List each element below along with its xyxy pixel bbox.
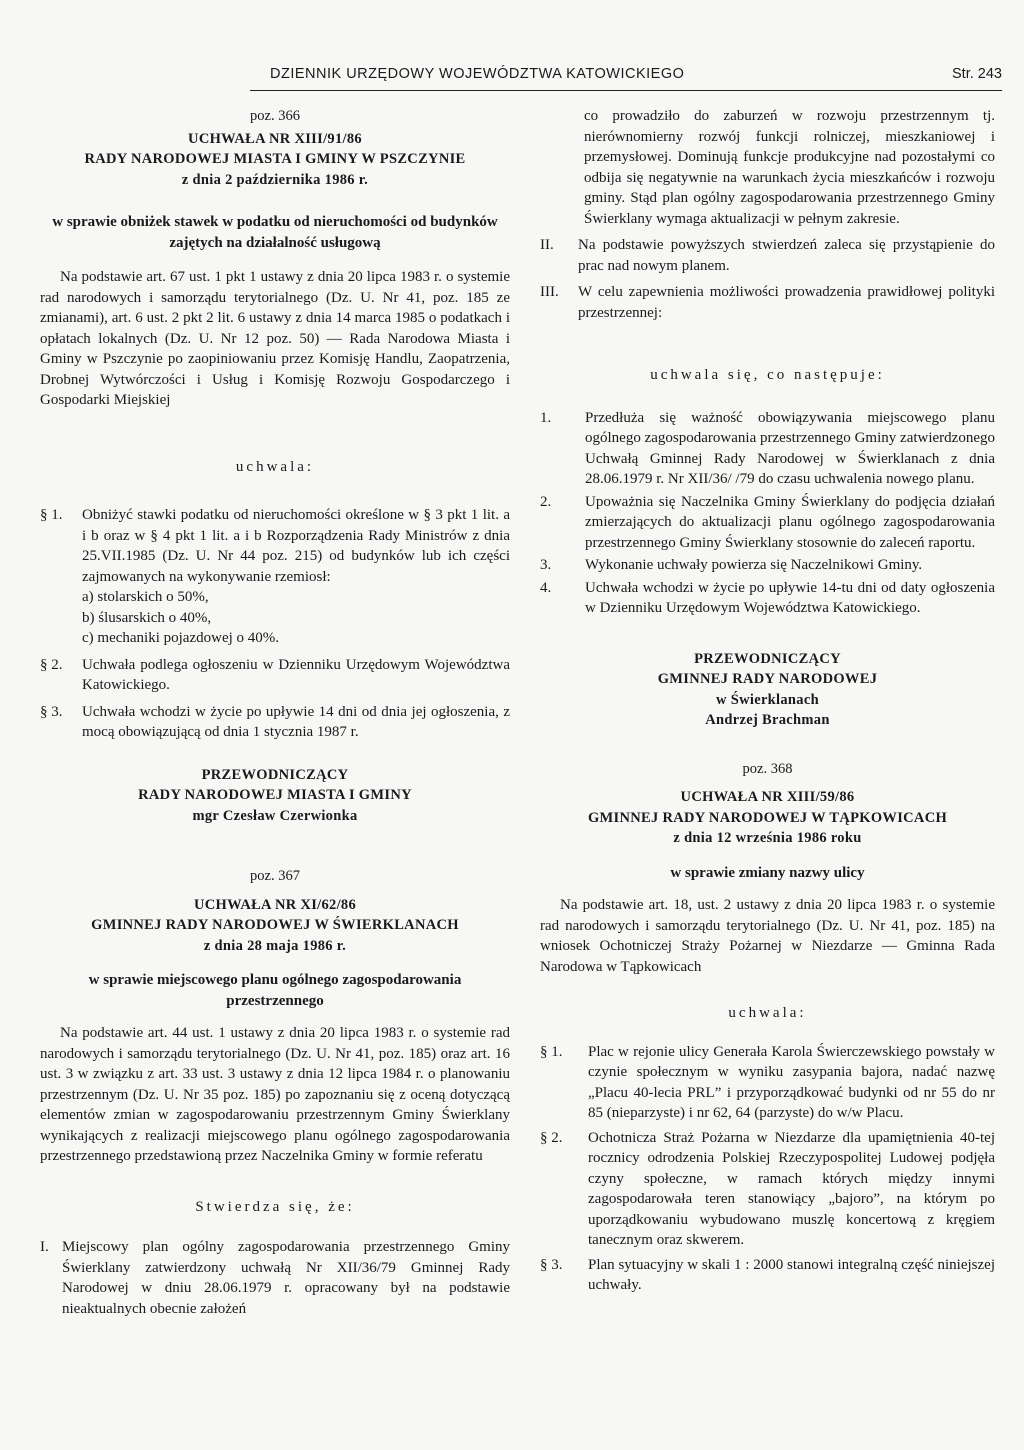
section-3 xyxy=(540,1255,995,1296)
finding-1 xyxy=(40,1237,510,1319)
section-2 xyxy=(40,655,510,696)
resolution-date: z dnia 12 września 1986 roku xyxy=(673,830,862,846)
resolution-title: UCHWAŁA NR XIII/91/86 xyxy=(188,130,362,147)
finding-mark: III. xyxy=(540,284,559,300)
item-text: Wykonanie uchwały powierza się Naczelnikowi Gminy. xyxy=(585,557,923,573)
item-text: Uchwała wchodzi w życie po upływie 14-tu dni od daty ogłoszenia w Dzienniku Urzędowym Województwa Katowickiego. xyxy=(585,579,995,616)
signature-council: GMINNEJ RADY NARODOWEJ xyxy=(657,671,878,687)
council-name: GMINNEJ RADY NARODOWEJ W TĄPKOWICACH xyxy=(587,809,948,826)
section-mark: § 1. xyxy=(40,507,63,523)
finding-text: W celu zapewnienia możliwości prowadzenia prawidłowej polityki przestrzennej: xyxy=(578,284,995,321)
section-mark: § 1. xyxy=(540,1043,563,1060)
signature-place: w Świerklanach xyxy=(716,691,819,708)
signature-title: PRZEWODNICZĄCY xyxy=(694,650,841,667)
preamble: Na podstawie art. 67 ust. 1 pkt 1 ustawy z dnia 20 lipca 1983 r. o systemie rad narodowych i samorządu terytorialnego (Dz. U. Nr 41, poz. 185 ze zmianami), art. 6 ust. 2 pkt 2 lit. 6 ustawy z dnia 14 marca 1985 o podatkach i opłatach lokalnych (Dz. U. Nr 12 poz. 50) — Rada Narodowa Miasta i Gminy w Pszczynie po zaopiniowaniu przez Komisję Handlu, Zaopatrzenia, Drobnej Wytwórczości i Usług i Komisję Rozwoju Gospodarczego i Gospodarki Miejskiej xyxy=(40,269,510,408)
list-item: b) ślusarskich o 40%, xyxy=(82,609,212,626)
continued-text: co prowadziło do zaburzeń w rozwoju przestrzennym tj. nierównomierny rozwój funkcji rolniczej, mieszkaniowej i przemysłowej. Dominują funkcje produkcyjne nad pozostałymi co odbija się negatywnie na warunkach życia mieszkańców i rozwoju gminy. Stąd plan ogólny zagospodarowania przestrzennego Gminy Świerklany wymaga aktualizacji w pełnym zakresie. xyxy=(584,108,995,227)
resolution-subject: w sprawie obniżek stawek w podatku od nieruchomości od budynków zajętych na działalność usługową xyxy=(52,214,498,251)
item-2 xyxy=(540,492,995,554)
council-name: GMINNEJ RADY NARODOWEJ W ŚWIERKLANACH xyxy=(91,917,459,933)
resolution-367-continued xyxy=(540,106,995,731)
page-header xyxy=(250,64,1002,91)
resolution-subject: w sprawie zmiany nazwy ulicy xyxy=(670,864,865,881)
section-mark: § 2. xyxy=(40,656,63,673)
signature-title: PRZEWODNICZĄCY xyxy=(201,766,349,783)
position-number: poz. 368 xyxy=(742,760,793,777)
item-mark: 4. xyxy=(540,579,552,596)
finding-3 xyxy=(540,282,995,323)
resolution-367 xyxy=(40,866,510,1319)
section-mark: § 3. xyxy=(540,1256,563,1273)
item-mark: 3. xyxy=(540,557,552,573)
signature-council: RADY NARODOWEJ MIASTA I GMINY xyxy=(138,787,412,803)
item-mark: 2. xyxy=(540,493,552,510)
resolves-heading: uchwala: xyxy=(728,1005,807,1021)
section-text: Ochotnicza Straż Pożarna w Niezdarze dla upamiętnienia 40-tej rocznicy odrodzenia Polskiej Rzeczypospolitej Ludowej podjęła czyny społeczne, w ramach których między innymi zagospodarowała teren stanowiący „bajoro”, na którym po uporządkowaniu wybudowano muszlę koncertową z kręgiem tanecznym oraz skwerem. xyxy=(588,1129,995,1248)
resolution-title: UCHWAŁA NR XI/62/86 xyxy=(194,896,356,913)
finds-heading: Stwierdza się, że: xyxy=(195,1198,355,1215)
item-text: Przedłuża się ważność obowiązywania miejscowego planu ogólnego zagospodarowania przestrzennego Gminy zatwierdzonego Uchwałą Gminnej Rady Narodowej w Świerklanach z dnia 28.06.1979 r. Nr XII/36/ /79 do czasu uchwalenia nowego planu. xyxy=(585,409,995,487)
resolves-heading: uchwala się, co następuje: xyxy=(650,367,885,383)
section-text: Plan sytuacyjny w skali 1 : 2000 stanowi integralną część niniejszej uchwały. xyxy=(588,1256,995,1293)
item-text: Upoważnia się Naczelnika Gminy Świerklany do podjęcia działań zmierzających do aktualizacji planu ogólnego zagospodarowania przestrzennego Gminy Świerklany stosownie do zaleceń raportu. xyxy=(585,493,995,551)
finding-2 xyxy=(540,235,995,276)
section-1 xyxy=(40,505,510,587)
preamble: Na podstawie art. 44 ust. 1 ustawy z dnia 20 lipca 1983 r. o systemie rad narodowych i samorządu terytorialnego (Dz. U. Nr 41, poz. 185) oraz art. 16 ust. 3 w związku z art. 33 ust. 3 ustawy z dnia 12 lipca 1984 r. o planowaniu przestrzennym (Dz. U. Nr 35 poz. 185) po zapoznaniu się z oceną dotyczącą elementów zmian w zagospodarowaniu przestrzennym Gminy Świerklany wynikających z realizacji miejscowego planu ogólnego zagospodarowania przestrzennego przedstawioną przez Naczelnika Gminy w formie referatu xyxy=(40,1025,510,1164)
section-text: Obniżyć stawki podatku od nieruchomości określone w § 3 pkt 1 lit. a i b oraz w § 4 pkt 1 lit. a i b Rozporządzenia Rady Ministrów z dnia 25.VII.1985 (Dz. U. Nr 44 poz. 215) od budynków lub ich części zajmowanych na wykonywanie rzemiosł: xyxy=(82,507,510,585)
list-item: a) stolarskich o 50%, xyxy=(82,589,209,605)
finding-text: Miejscowy plan ogólny zagospodarowania przestrzennego Gminy Świerklany zatwierdzony uchwałą Nr XII/36/79 Gminnej Rady Narodowej w dniu 28.06.1979 r. opracowany był na podstawie nieaktualnych obecnie założeń xyxy=(62,1239,510,1317)
section-mark: § 2. xyxy=(540,1129,563,1146)
item-3 xyxy=(540,555,995,576)
journal-title: DZIENNIK URZĘDOWY WOJEWÓDZTWA KATOWICKIEGO xyxy=(270,66,685,82)
finding-mark: I. xyxy=(40,1239,49,1255)
section-text: Plac w rejonie ulicy Generała Karola Świerczewskiego powstały w czynie społecznym w wyniku zasypania bajora, nadać nazwę „Placu 40-lecia PRL” i przyporządkować budynki od nr 55 do nr 85 (nieparzyste) i nr 62, 64 (parzyste) do w/w Placu. xyxy=(588,1043,995,1121)
page-number: Str. 243 xyxy=(952,66,1002,82)
right-column xyxy=(540,106,995,1296)
council-name: RADY NARODOWEJ MIASTA I GMINY W PSZCZYNIE xyxy=(84,151,466,167)
section-1 xyxy=(540,1042,995,1124)
preamble: Na podstawie art. 18, ust. 2 ustawy z dnia 20 lipca 1983 r. o systemie rad narodowych i samorządu terytorialnego (Dz. U. Nr 41, poz. 185) na wniosek Ochotniczej Straży Pożarnej w Niezdarze — Gminna Rada Narodowa w Tąpkowicach xyxy=(540,897,995,975)
item-4 xyxy=(540,578,995,619)
finding-text: Na podstawie powyższych stwierdzeń zaleca się przystąpienie do prac nad nowym planem. xyxy=(578,237,995,274)
signature-name: mgr Czesław Czerwionka xyxy=(192,807,358,824)
section-text: Uchwała podlega ogłoszeniu w Dzienniku Urzędowym Województwa Katowickiego. xyxy=(82,656,510,693)
section-text: Uchwała wchodzi w życie po upływie 14 dni od dnia jej ogłoszenia, z mocą obowiązującą od dnia 1 stycznia 1987 r. xyxy=(82,703,510,740)
finding-mark: II. xyxy=(540,237,554,253)
resolution-title: UCHWAŁA NR XIII/59/86 xyxy=(680,789,855,805)
resolves-heading: uchwala: xyxy=(235,458,315,475)
resolution-368 xyxy=(540,759,995,1296)
position-number: poz. 366 xyxy=(250,108,300,124)
section-3 xyxy=(40,702,510,743)
section-mark: § 3. xyxy=(40,703,63,720)
left-column xyxy=(40,106,510,1319)
signature-name: Andrzej Brachman xyxy=(705,712,830,728)
resolution-date: z dnia 2 października 1986 r. xyxy=(181,171,369,188)
section-2 xyxy=(540,1128,995,1251)
list-item: c) mechaniki pojazdowej o 40%. xyxy=(82,630,280,646)
resolution-subject: w sprawie miejscowego planu ogólnego zagospodarowania przestrzennego xyxy=(88,972,462,1009)
item-mark: 1. xyxy=(540,409,552,426)
item-1 xyxy=(540,408,995,490)
resolution-366 xyxy=(40,106,510,826)
resolution-date: z dnia 28 maja 1986 r. xyxy=(203,937,347,954)
position-number: poz. 367 xyxy=(250,868,300,884)
